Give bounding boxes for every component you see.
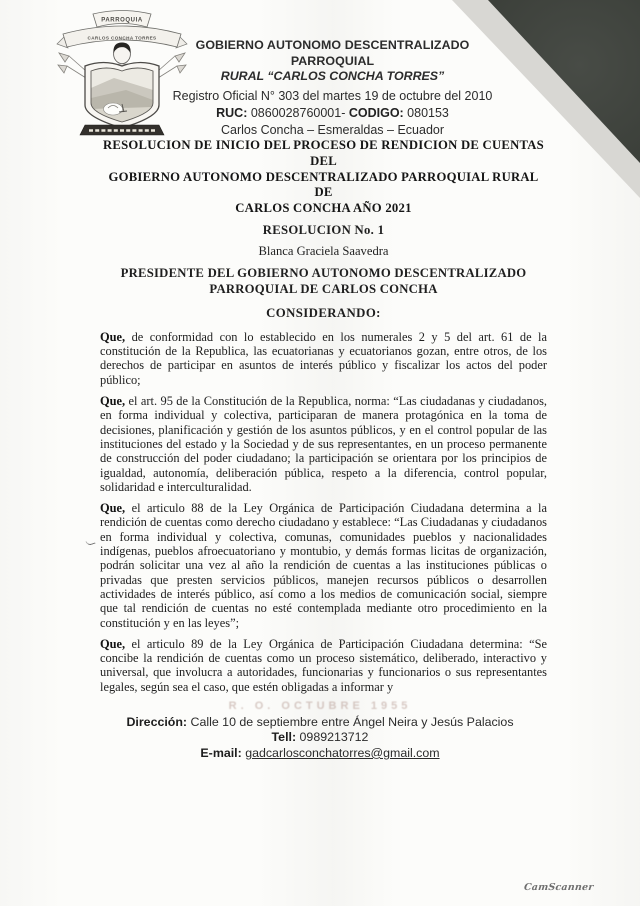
email-link[interactable]: gadcarlosconchatorres@gmail.com <box>245 745 440 760</box>
phone-value: 0989213712 <box>296 730 369 745</box>
logo-banner-bottom-label: CARLOS CONCHA TORRES <box>87 35 157 41</box>
address-value: Calle 10 de septiembre entre Ángel Neira y Jesús Palacios <box>187 715 514 729</box>
body-paragraph <box>100 637 547 694</box>
logo-banner-top-label: PARROQUIA <box>101 17 143 24</box>
motto-banner <box>80 125 164 135</box>
email-label: E-mail: <box>200 745 242 760</box>
paragraph-text: el art. 95 de la Constitución de la Republica, norma: “Las ciudadanas y ciudadanos, en forma individual y colectiva, participaran de manera protagónica en la toma de decisiones, planificación y gestión de los asuntos públicos, y en el control popular de las instituciones del estado y la Sociedad y de sus representantes, en un proceso permanente de construcción del poder ciudadano; la participación se orientara por los principios de igualdad, autonomía, deliberación pública, respeto a la diferencia, control popular, solidaridad e interculturalidad. <box>100 394 547 494</box>
author-title-line: PRESIDENTE DEL GOBIERNO AUTONOMO DESCENTRALIZADO <box>120 266 527 281</box>
codigo-value: 080153 <box>403 105 449 120</box>
phone-line <box>80 730 560 745</box>
paragraph-text: el articulo 88 de la Ley Orgánica de Participación Ciudadana determina a la rendición de cuentas como derecho ciudadano y establece: “Las Ciudadanas y ciudadanos en forma individual y colectiva, comunas, comunidades pueblos y nacionalidades indígenas, pueblos afroecuatoriano y montubio, y demás formas licitas de organización, podrán solicitar una vez al año la rendición de cuentas a las instituciones públicas o privadas que presten servicios públicos, manejen recursos públicos o desarrollen actividades de interés público, así como a los medios de comunicación social, siempre que tal rendición de cuentas no esté contemplada mediante otro procedimiento en la constitución y en las leyes”; <box>100 501 547 630</box>
title-line: GOBIERNO AUTONOMO DESCENTRALIZADO PARROQUIAL RURAL DE <box>108 169 539 200</box>
document-body <box>100 138 547 701</box>
camscanner-watermark: CamScanner <box>523 882 595 893</box>
paragraph-lead: Que, <box>100 501 126 516</box>
ruc-value: 0860028760001- <box>247 105 349 120</box>
body-paragraph <box>100 330 547 387</box>
shield <box>85 63 159 133</box>
document-title <box>100 138 547 217</box>
considerando-heading: CONSIDERANDO: <box>266 305 381 320</box>
paragraph-text: el articulo 89 de la Ley Orgánica de Participación Ciudadana determina: “Se concibe la rendición de cuentas como un proceso sistemático, deliberado, interactivo y universal, que involucra a autoridades, funcionarias y funcionarios o sus representantes legales, según sea el caso, que estén obligadas a informar y <box>100 636 547 694</box>
body-paragraph <box>100 501 547 630</box>
address-label: Dirección: <box>126 715 188 729</box>
author-title <box>100 266 547 296</box>
institution-header <box>160 38 505 139</box>
ruc-codigo-line <box>160 105 505 122</box>
codigo-label: CODIGO: <box>348 105 404 120</box>
registro-oficial-line: Registro Oficial N° 303 del martes 19 de octubre del 2010 <box>172 88 493 103</box>
stray-pen-mark <box>85 539 95 547</box>
footer-contact-block <box>80 715 560 761</box>
ruc-label: RUC: <box>216 105 248 120</box>
paragraph-lead: Que, <box>100 394 126 409</box>
author-name: Blanca Graciela Saavedra <box>258 244 389 259</box>
institution-name-line2: RURAL “CARLOS CONCHA TORRES” <box>220 69 445 83</box>
paragraph-lead: Que, <box>100 329 126 344</box>
paragraph-text: de conformidad con lo establecido en los numerales 2 y 5 del art. 61 de la constitución de la Republica, las ecuatorianas y ecuatorianos gozan, entre otros, de los derechos de participar en asuntos de interés público y fiscalizar los actos del poder público; <box>100 329 547 387</box>
author-title-line: PARROQUIAL DE CARLOS CONCHA <box>209 281 438 296</box>
title-line: RESOLUCION DE INICIO DEL PROCESO DE RENDICION DE CUENTAS DEL <box>103 138 544 168</box>
location-line: Carlos Concha – Esmeraldas – Ecuador <box>220 122 445 137</box>
institution-name-line1: GOBIERNO AUTONOMO DESCENTRALIZADO PARROQUIAL <box>195 38 470 68</box>
address-line <box>80 715 560 730</box>
bleed-through-stamp: R. O. OCTUBRE 1955 <box>228 700 412 712</box>
body-paragraph <box>100 394 547 494</box>
title-line: CARLOS CONCHA AÑO 2021 <box>235 201 412 216</box>
paragraph-lead: Que, <box>100 636 126 651</box>
resolution-number: RESOLUCION No. 1 <box>262 222 385 237</box>
phone-label: Tell: <box>271 730 297 745</box>
email-line <box>80 746 560 761</box>
